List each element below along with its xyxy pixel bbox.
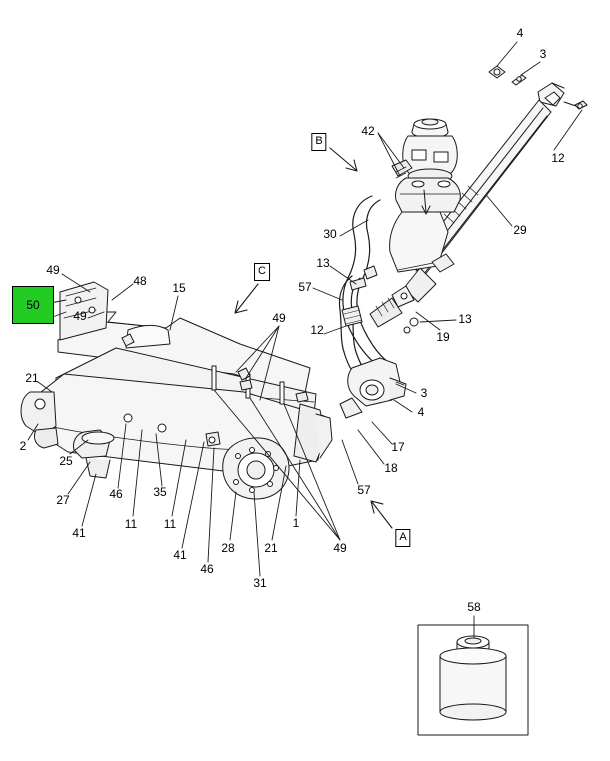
- callout-49-mid: 49: [272, 311, 286, 325]
- callout-13-right: 13: [458, 312, 472, 326]
- highlighted-callout-50[interactable]: [12, 286, 54, 324]
- section-ref-c: C: [254, 263, 270, 281]
- callout-46-left: 46: [109, 487, 123, 501]
- callout-11-left: 11: [124, 517, 138, 531]
- callout-46-right: 46: [200, 562, 214, 576]
- callout-48: 48: [133, 274, 147, 288]
- callout-30: 30: [323, 227, 337, 241]
- callout-17: 17: [391, 440, 405, 454]
- callout-57-upper: 57: [298, 280, 312, 294]
- callout-49-bottom: 49: [333, 541, 347, 555]
- highlight-label: 50: [26, 298, 40, 312]
- callout-58: 58: [467, 600, 481, 614]
- callout-12-mid: 12: [310, 323, 324, 337]
- callout-27: 27: [56, 493, 70, 507]
- callout-49-left-lower: 49: [73, 309, 87, 323]
- callout-49-left: 49: [46, 263, 60, 277]
- callout-13-upper: 13: [316, 256, 330, 270]
- callout-18: 18: [384, 461, 398, 475]
- callout-4: 4: [516, 26, 524, 40]
- callout-2: 2: [19, 439, 27, 453]
- callout-25: 25: [59, 454, 73, 468]
- callout-11-right: 11: [163, 517, 177, 531]
- callout-29: 29: [513, 223, 527, 237]
- section-ref-a: A: [395, 529, 410, 547]
- callout-41-right: 41: [173, 548, 187, 562]
- callout-57-lower: 57: [357, 483, 371, 497]
- callout-4-lower: 4: [417, 405, 425, 419]
- callout-19: 19: [436, 330, 450, 344]
- section-ref-b: B: [311, 133, 326, 151]
- callout-3-lower: 3: [420, 386, 428, 400]
- filter-inset: [418, 625, 528, 735]
- callout-21-left: 21: [25, 371, 39, 385]
- callout-21-right: 21: [264, 541, 278, 555]
- reservoir-pump-group: [390, 119, 461, 272]
- callout-28: 28: [221, 541, 235, 555]
- callout-1: 1: [292, 516, 300, 530]
- callout-12: 12: [551, 151, 565, 165]
- callout-41-left: 41: [72, 526, 86, 540]
- callout-31: 31: [253, 576, 267, 590]
- callout-42: 42: [361, 124, 375, 138]
- callout-3: 3: [539, 47, 547, 61]
- callout-35: 35: [153, 485, 167, 499]
- callout-15: 15: [172, 281, 186, 295]
